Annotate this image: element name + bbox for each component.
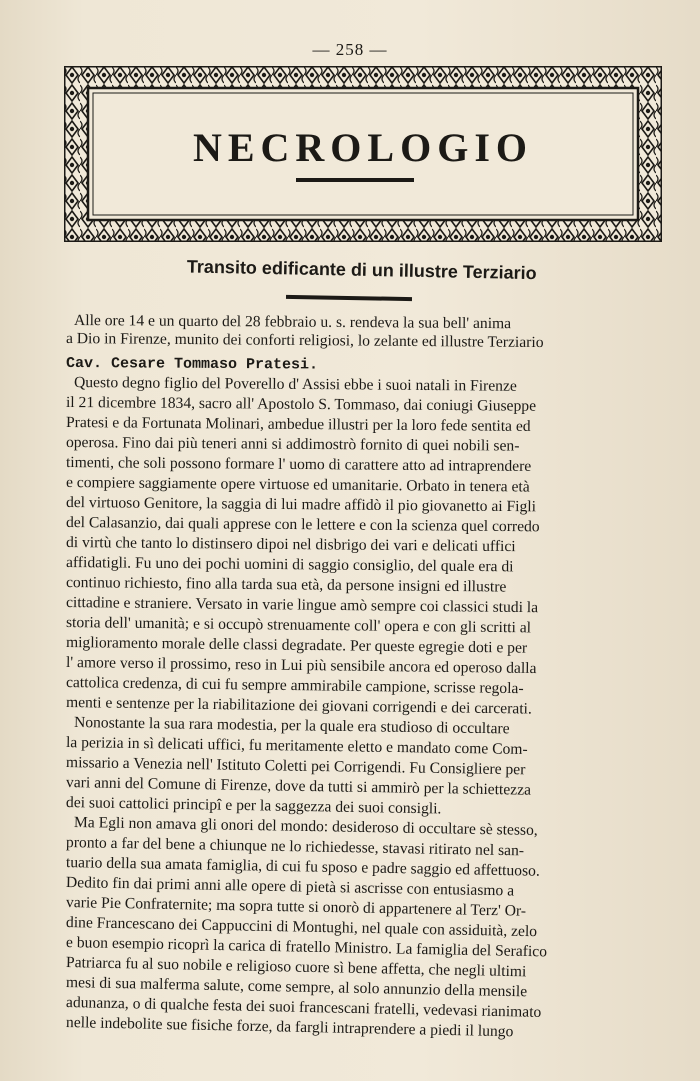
text-line: nelle indebolite sue fisiche forze, da fargli intraprendere a piedi il lungo — [65, 1014, 514, 1041]
text-line: menti e sentenze per la riabilitazione dei giovani corrigendi e dei carcerati. — [65, 694, 532, 718]
text-line: storia dell' umanità; e si occupò strenuamente coll' opera e con gli scritti al — [65, 614, 532, 637]
text-line: adunanza, o di qualche festa dei suoi francescani fratelli, vedevasi rianimato — [65, 994, 542, 1021]
text-line: il 21 dicembre 1834, sacro all' Apostolo S. Tommaso, dai coniugi Giuseppe — [65, 394, 537, 415]
text-line: Ma Egli non amava gli onori del mondo: desideroso di occultare sè stesso, — [73, 814, 538, 839]
text-line: Pratesi e da Fortunata Molinari, ambedue illustri per la loro fede sentita ed — [65, 414, 531, 435]
text-line: mesi di sua malferma salute, come sempre, al solo annunzio della mensile — [65, 974, 528, 1001]
text-line: vari anni del Comune di Firenze, dove da tutti si ammirò per la schiettezza — [65, 774, 532, 799]
text-line: operosa. Fino dai più teneri anni si addimostrò fornito di quei nobili sen- — [65, 434, 520, 455]
text-line: Nonostante la sua rara modestia, per la quale era studioso di occultare — [73, 714, 510, 738]
text-line: Patriarca fu al suo nobile e religioso cuore sì bene affetta, che negli ultimi — [65, 954, 527, 981]
text-line: del Calasanzio, dai quali apprese con le lettere e con la scienza quel corredo — [65, 514, 540, 536]
text-line: missario a Venezia nell' Istituto Coletti pei Corrigendi. Fu Consigliere per — [65, 754, 526, 779]
text-line: affidatigli. Fu uno dei pochi uomini di saggio consiglio, del quale era di — [65, 554, 514, 576]
title-rule — [286, 295, 412, 301]
text-line: continuo richiesto, fino alla tarda sua età, da persone insigni ed illustre — [65, 574, 507, 596]
text-line: del virtuoso Genitore, la saggia di lui madre affidò il pio giovanetto ai Figli — [65, 494, 537, 516]
text-line: pronto a far del bene a chiunque ne lo richiedesse, stavasi ritirato nel san- — [65, 834, 525, 860]
text-line: varie Pie Confraternite; ma sopra tutte si onorò di appartenere al Terz' Or- — [65, 894, 527, 920]
heading-rule — [296, 178, 414, 182]
text-line: dei suoi cattolici principî e per la saggezza dei suoi consigli. — [65, 794, 442, 818]
text-line: Cav. Cesare Tommaso Pratesi. — [65, 355, 319, 374]
section-heading: NECROLOGIO — [192, 125, 534, 170]
text-line: tuario della sua amata famiglia, di cui fu sposo e padre saggio ed affettuoso. — [65, 854, 540, 880]
text-line: a Dio in Firenze, munito dei conforti religiosi, lo zelante ed illustre Terziario — [65, 330, 544, 352]
text-line: e buon esempio ricoprì la carica di fratello Ministro. La famiglia del Serafico — [65, 934, 548, 961]
text-line: Dedito fin dai primi anni alle opere di pietà si ascrisse con entusiasmo a — [65, 874, 515, 900]
page-number: — 258 — — [312, 40, 388, 59]
text-line: dine Francescano dei Cappuccini di Montughi, nel quale con assiduità, zelo — [65, 914, 538, 941]
text-line: e compiere saggiamente opere virtuose ed umanitarie. Orbato in tenera età — [65, 474, 530, 496]
text-line: Questo degno figlio del Poverello d' Assisi ebbe i suoi natali in Firenze — [73, 374, 517, 395]
text-line: miglioramento morale delle classi degradate. Per queste egregie doti e per — [65, 634, 528, 657]
text-line: la perizia in sì delicati uffici, fu meritamente eletto e mandato come Com- — [65, 734, 528, 759]
text-line: timenti, che soli possono formare l' uomo di carattere atto ad intraprendere — [65, 454, 532, 475]
text-line: Alle ore 14 e un quarto del 28 febbraio u. s. rendeva la sua bell' anima — [73, 312, 512, 333]
ornamental-header-frame — [64, 66, 662, 242]
text-line: cittadine e straniere. Versato in varie lingue amò sempre coi classici studi la — [65, 594, 539, 617]
text-line: l' amore verso il prossimo, reso in Lui più sensibile ancora ed operoso dalla — [65, 654, 537, 678]
article-title: Transito edificante di un illustre Terziario — [186, 256, 537, 284]
text-line: cattolica credenza, di cui fu sempre ammirabile campione, scrisse regola- — [65, 674, 524, 698]
text-line: di virtù che tanto lo distinsero dipoi nel disbrigo dei vari e delicati uffici — [65, 534, 516, 556]
